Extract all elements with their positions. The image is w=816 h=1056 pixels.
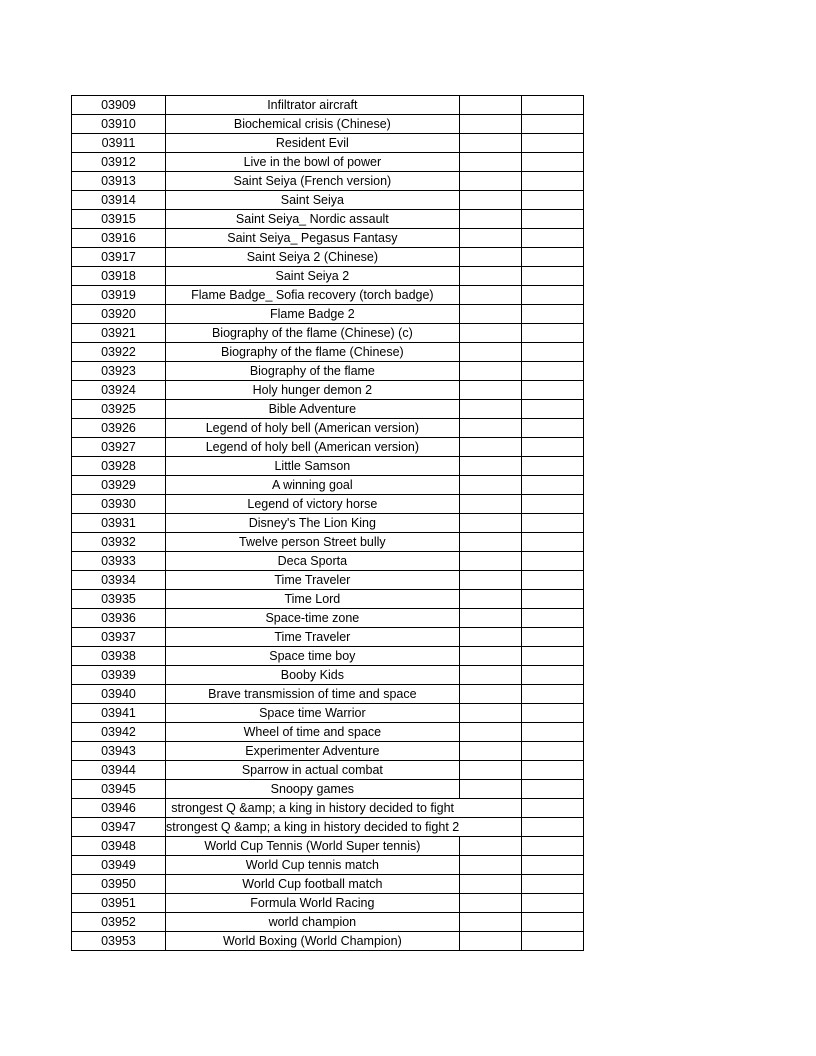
cell-id[interactable]: 03922	[72, 343, 166, 362]
cell-empty-2[interactable]	[521, 552, 583, 571]
cell-empty-1[interactable]	[459, 742, 521, 761]
cell-title[interactable]: world champion	[166, 913, 460, 932]
cell-id[interactable]: 03953	[72, 932, 166, 951]
table-row	[72, 894, 584, 913]
cell-empty-1[interactable]	[459, 400, 521, 419]
cell-title[interactable]: Brave transmission of time and space	[166, 685, 460, 704]
cell-empty-2[interactable]	[521, 723, 583, 742]
table-row	[72, 685, 584, 704]
cell-title[interactable]: strongest Q &amp; a king in history decided to fight	[166, 799, 460, 818]
cell-empty-2[interactable]	[521, 96, 583, 115]
cell-id[interactable]: 03943	[72, 742, 166, 761]
table-row	[72, 666, 584, 685]
cell-empty-1[interactable]	[459, 343, 521, 362]
cell-empty-2[interactable]	[521, 932, 583, 951]
cell-title[interactable]: Formula World Racing	[166, 894, 460, 913]
cell-title[interactable]: World Cup football match	[166, 875, 460, 894]
cell-empty-1[interactable]	[459, 837, 521, 856]
cell-empty-2[interactable]	[521, 115, 583, 134]
cell-empty-2[interactable]	[521, 837, 583, 856]
cell-empty-2[interactable]	[521, 362, 583, 381]
cell-id[interactable]: 03939	[72, 666, 166, 685]
cell-title[interactable]: Time Traveler	[166, 628, 460, 647]
cell-id[interactable]: 03930	[72, 495, 166, 514]
cell-id[interactable]: 03942	[72, 723, 166, 742]
cell-empty-1[interactable]	[459, 324, 521, 343]
cell-title[interactable]: A winning goal	[166, 476, 460, 495]
cell-empty-1[interactable]	[459, 286, 521, 305]
cell-empty-1[interactable]	[459, 267, 521, 286]
cell-title[interactable]: Saint Seiya 2	[166, 267, 460, 286]
cell-empty-2[interactable]	[521, 799, 583, 818]
cell-empty-2[interactable]	[521, 134, 583, 153]
table-row	[72, 514, 584, 533]
cell-empty-1[interactable]	[459, 894, 521, 913]
cell-empty-2[interactable]	[521, 856, 583, 875]
cell-title[interactable]: Experimenter Adventure	[166, 742, 460, 761]
cell-title[interactable]: Space time Warrior	[166, 704, 460, 723]
cell-empty-1[interactable]	[459, 495, 521, 514]
cell-empty-2[interactable]	[521, 172, 583, 191]
cell-id[interactable]: 03941	[72, 704, 166, 723]
cell-empty-1[interactable]	[459, 590, 521, 609]
table-row	[72, 267, 584, 286]
cell-title[interactable]: World Cup Tennis (World Super tennis)	[166, 837, 460, 856]
cell-empty-1[interactable]	[459, 685, 521, 704]
cell-empty-2[interactable]	[521, 875, 583, 894]
table-row	[72, 495, 584, 514]
cell-title[interactable]: Little Samson	[166, 457, 460, 476]
cell-empty-1[interactable]	[459, 875, 521, 894]
table-row	[72, 590, 584, 609]
cell-id[interactable]: 03910	[72, 115, 166, 134]
cell-empty-1[interactable]	[459, 799, 521, 818]
cell-title[interactable]: Biography of the flame (Chinese)	[166, 343, 460, 362]
cell-id[interactable]: 03937	[72, 628, 166, 647]
cell-empty-1[interactable]	[459, 115, 521, 134]
cell-title[interactable]: Resident Evil	[166, 134, 460, 153]
table-row	[72, 438, 584, 457]
table-row	[72, 704, 584, 723]
cell-empty-1[interactable]	[459, 134, 521, 153]
cell-title[interactable]: Time Lord	[166, 590, 460, 609]
table-row	[72, 818, 584, 837]
cell-empty-1[interactable]	[459, 780, 521, 799]
cell-id[interactable]: 03947	[72, 818, 166, 837]
cell-empty-1[interactable]	[459, 419, 521, 438]
table-row	[72, 248, 584, 267]
cell-empty-1[interactable]	[459, 96, 521, 115]
cell-empty-2[interactable]	[521, 305, 583, 324]
table-row	[72, 628, 584, 647]
cell-empty-2[interactable]	[521, 419, 583, 438]
cell-title[interactable]: Live in the bowl of power	[166, 153, 460, 172]
cell-empty-2[interactable]	[521, 609, 583, 628]
table-row	[72, 419, 584, 438]
cell-id[interactable]: 03946	[72, 799, 166, 818]
cell-title[interactable]: Space-time zone	[166, 609, 460, 628]
cell-empty-2[interactable]	[521, 742, 583, 761]
table-row	[72, 324, 584, 343]
cell-empty-2[interactable]	[521, 894, 583, 913]
table-row	[72, 457, 584, 476]
table-row	[72, 552, 584, 571]
cell-title[interactable]: Biography of the flame	[166, 362, 460, 381]
table-row	[72, 647, 584, 666]
cell-empty-1[interactable]	[459, 628, 521, 647]
cell-empty-1[interactable]	[459, 229, 521, 248]
table-row	[72, 932, 584, 951]
table-row	[72, 381, 584, 400]
cell-title[interactable]: Legend of holy bell (American version)	[166, 438, 460, 457]
cell-empty-1[interactable]	[459, 571, 521, 590]
cell-empty-1[interactable]	[459, 856, 521, 875]
table-row	[72, 96, 584, 115]
cell-empty-2[interactable]	[521, 210, 583, 229]
cell-title[interactable]: Flame Badge_ Sofia recovery (torch badge)	[166, 286, 460, 305]
cell-empty-2[interactable]	[521, 286, 583, 305]
cell-empty-2[interactable]	[521, 780, 583, 799]
cell-empty-1[interactable]	[459, 609, 521, 628]
cell-empty-2[interactable]	[521, 229, 583, 248]
cell-empty-2[interactable]	[521, 248, 583, 267]
cell-id[interactable]: 03950	[72, 875, 166, 894]
cell-empty-1[interactable]	[459, 191, 521, 210]
cell-title[interactable]: Saint Seiya_ Nordic assault	[166, 210, 460, 229]
cell-title[interactable]: Sparrow in actual combat	[166, 761, 460, 780]
cell-id[interactable]: 03916	[72, 229, 166, 248]
cell-title[interactable]: Snoopy games	[166, 780, 460, 799]
cell-title[interactable]: Saint Seiya (French version)	[166, 172, 460, 191]
cell-title[interactable]: Twelve person Street bully	[166, 533, 460, 552]
cell-id[interactable]: 03929	[72, 476, 166, 495]
cell-id[interactable]: 03917	[72, 248, 166, 267]
cell-empty-1[interactable]	[459, 305, 521, 324]
cell-empty-2[interactable]	[521, 590, 583, 609]
cell-empty-2[interactable]	[521, 704, 583, 723]
cell-empty-2[interactable]	[521, 343, 583, 362]
cell-empty-1[interactable]	[459, 533, 521, 552]
table-row	[72, 837, 584, 856]
cell-id[interactable]: 03934	[72, 571, 166, 590]
cell-empty-2[interactable]	[521, 495, 583, 514]
cell-empty-2[interactable]	[521, 571, 583, 590]
cell-id[interactable]: 03952	[72, 913, 166, 932]
cell-title[interactable]: Flame Badge 2	[166, 305, 460, 324]
cell-title[interactable]: Disney's The Lion King	[166, 514, 460, 533]
cell-title[interactable]: Holy hunger demon 2	[166, 381, 460, 400]
cell-empty-1[interactable]	[459, 723, 521, 742]
cell-empty-2[interactable]	[521, 381, 583, 400]
cell-id[interactable]: 03915	[72, 210, 166, 229]
cell-empty-2[interactable]	[521, 533, 583, 552]
table-row	[72, 286, 584, 305]
cell-empty-2[interactable]	[521, 457, 583, 476]
table-row	[72, 191, 584, 210]
cell-empty-2[interactable]	[521, 324, 583, 343]
table-row	[72, 400, 584, 419]
table-row	[72, 571, 584, 590]
table-row	[72, 476, 584, 495]
table-row	[72, 742, 584, 761]
cell-id[interactable]: 03918	[72, 267, 166, 286]
cell-id[interactable]: 03933	[72, 552, 166, 571]
table-row	[72, 609, 584, 628]
cell-empty-2[interactable]	[521, 514, 583, 533]
cell-empty-1[interactable]	[459, 552, 521, 571]
cell-empty-1[interactable]	[459, 913, 521, 932]
table-row	[72, 856, 584, 875]
cell-id[interactable]: 03944	[72, 761, 166, 780]
cell-empty-2[interactable]	[521, 628, 583, 647]
cell-id[interactable]: 03913	[72, 172, 166, 191]
table-row	[72, 723, 584, 742]
cell-id[interactable]: 03945	[72, 780, 166, 799]
cell-title[interactable]: Booby Kids	[166, 666, 460, 685]
cell-empty-2[interactable]	[521, 647, 583, 666]
cell-id[interactable]: 03920	[72, 305, 166, 324]
cell-empty-2[interactable]	[521, 685, 583, 704]
cell-title[interactable]: Deca Sporta	[166, 552, 460, 571]
cell-id[interactable]: 03923	[72, 362, 166, 381]
cell-empty-1[interactable]	[459, 514, 521, 533]
cell-empty-1[interactable]	[459, 932, 521, 951]
cell-title[interactable]: Legend of victory horse	[166, 495, 460, 514]
cell-empty-2[interactable]	[521, 476, 583, 495]
table-row	[72, 362, 584, 381]
table-row	[72, 134, 584, 153]
cell-title[interactable]: Saint Seiya 2 (Chinese)	[166, 248, 460, 267]
cell-empty-1[interactable]	[459, 647, 521, 666]
cell-id[interactable]: 03926	[72, 419, 166, 438]
table-row	[72, 875, 584, 894]
cell-id[interactable]: 03912	[72, 153, 166, 172]
cell-title[interactable]: Legend of holy bell (American version)	[166, 419, 460, 438]
cell-empty-1[interactable]	[459, 362, 521, 381]
cell-empty-1[interactable]	[459, 438, 521, 457]
cell-id[interactable]: 03931	[72, 514, 166, 533]
table-row	[72, 305, 584, 324]
cell-empty-1[interactable]	[459, 457, 521, 476]
cell-empty-2[interactable]	[521, 913, 583, 932]
cell-id[interactable]: 03927	[72, 438, 166, 457]
table-row	[72, 172, 584, 191]
cell-id[interactable]: 03925	[72, 400, 166, 419]
cell-id[interactable]: 03909	[72, 96, 166, 115]
cell-empty-2[interactable]	[521, 438, 583, 457]
cell-title[interactable]: Saint Seiya_ Pegasus Fantasy	[166, 229, 460, 248]
cell-title[interactable]: World Cup tennis match	[166, 856, 460, 875]
cell-id[interactable]: 03935	[72, 590, 166, 609]
cell-id[interactable]: 03928	[72, 457, 166, 476]
cell-id[interactable]: 03949	[72, 856, 166, 875]
cell-empty-2[interactable]	[521, 191, 583, 210]
cell-empty-1[interactable]	[459, 476, 521, 495]
cell-id[interactable]: 03924	[72, 381, 166, 400]
cell-empty-1[interactable]	[459, 248, 521, 267]
cell-title[interactable]: Biochemical crisis (Chinese)	[166, 115, 460, 134]
cell-title[interactable]: World Boxing (World Champion)	[166, 932, 460, 951]
cell-empty-1[interactable]	[459, 761, 521, 780]
table-row	[72, 780, 584, 799]
cell-empty-2[interactable]	[521, 818, 583, 837]
cell-id[interactable]: 03951	[72, 894, 166, 913]
cell-id[interactable]: 03914	[72, 191, 166, 210]
table-row	[72, 761, 584, 780]
cell-id[interactable]: 03936	[72, 609, 166, 628]
table-row	[72, 799, 584, 818]
table-body	[72, 96, 584, 951]
cell-title[interactable]: Biography of the flame (Chinese) (c)	[166, 324, 460, 343]
table-row	[72, 913, 584, 932]
cell-empty-2[interactable]	[521, 666, 583, 685]
cell-id[interactable]: 03921	[72, 324, 166, 343]
cell-title[interactable]: strongest Q &amp; a king in history decided to fight 2	[166, 818, 460, 837]
cell-empty-1[interactable]	[459, 666, 521, 685]
cell-title[interactable]: Saint Seiya	[166, 191, 460, 210]
cell-empty-1[interactable]	[459, 210, 521, 229]
table-row	[72, 533, 584, 552]
cell-empty-2[interactable]	[521, 153, 583, 172]
cell-id[interactable]: 03911	[72, 134, 166, 153]
cell-title[interactable]: Time Traveler	[166, 571, 460, 590]
cell-id[interactable]: 03940	[72, 685, 166, 704]
cell-title[interactable]: Infiltrator aircraft	[166, 96, 460, 115]
cell-empty-2[interactable]	[521, 267, 583, 286]
cell-id[interactable]: 03932	[72, 533, 166, 552]
cell-empty-1[interactable]	[459, 818, 521, 837]
spreadsheet-table	[71, 95, 584, 951]
cell-empty-2[interactable]	[521, 400, 583, 419]
table-row	[72, 153, 584, 172]
cell-empty-1[interactable]	[459, 172, 521, 191]
cell-empty-1[interactable]	[459, 704, 521, 723]
cell-id[interactable]: 03948	[72, 837, 166, 856]
table-row	[72, 229, 584, 248]
cell-title[interactable]: Bible Adventure	[166, 400, 460, 419]
cell-title[interactable]: Space time boy	[166, 647, 460, 666]
table-row	[72, 343, 584, 362]
table-row	[72, 210, 584, 229]
cell-empty-2[interactable]	[521, 761, 583, 780]
cell-empty-1[interactable]	[459, 153, 521, 172]
cell-id[interactable]: 03919	[72, 286, 166, 305]
table-row	[72, 115, 584, 134]
cell-id[interactable]: 03938	[72, 647, 166, 666]
cell-empty-1[interactable]	[459, 381, 521, 400]
cell-title[interactable]: Wheel of time and space	[166, 723, 460, 742]
